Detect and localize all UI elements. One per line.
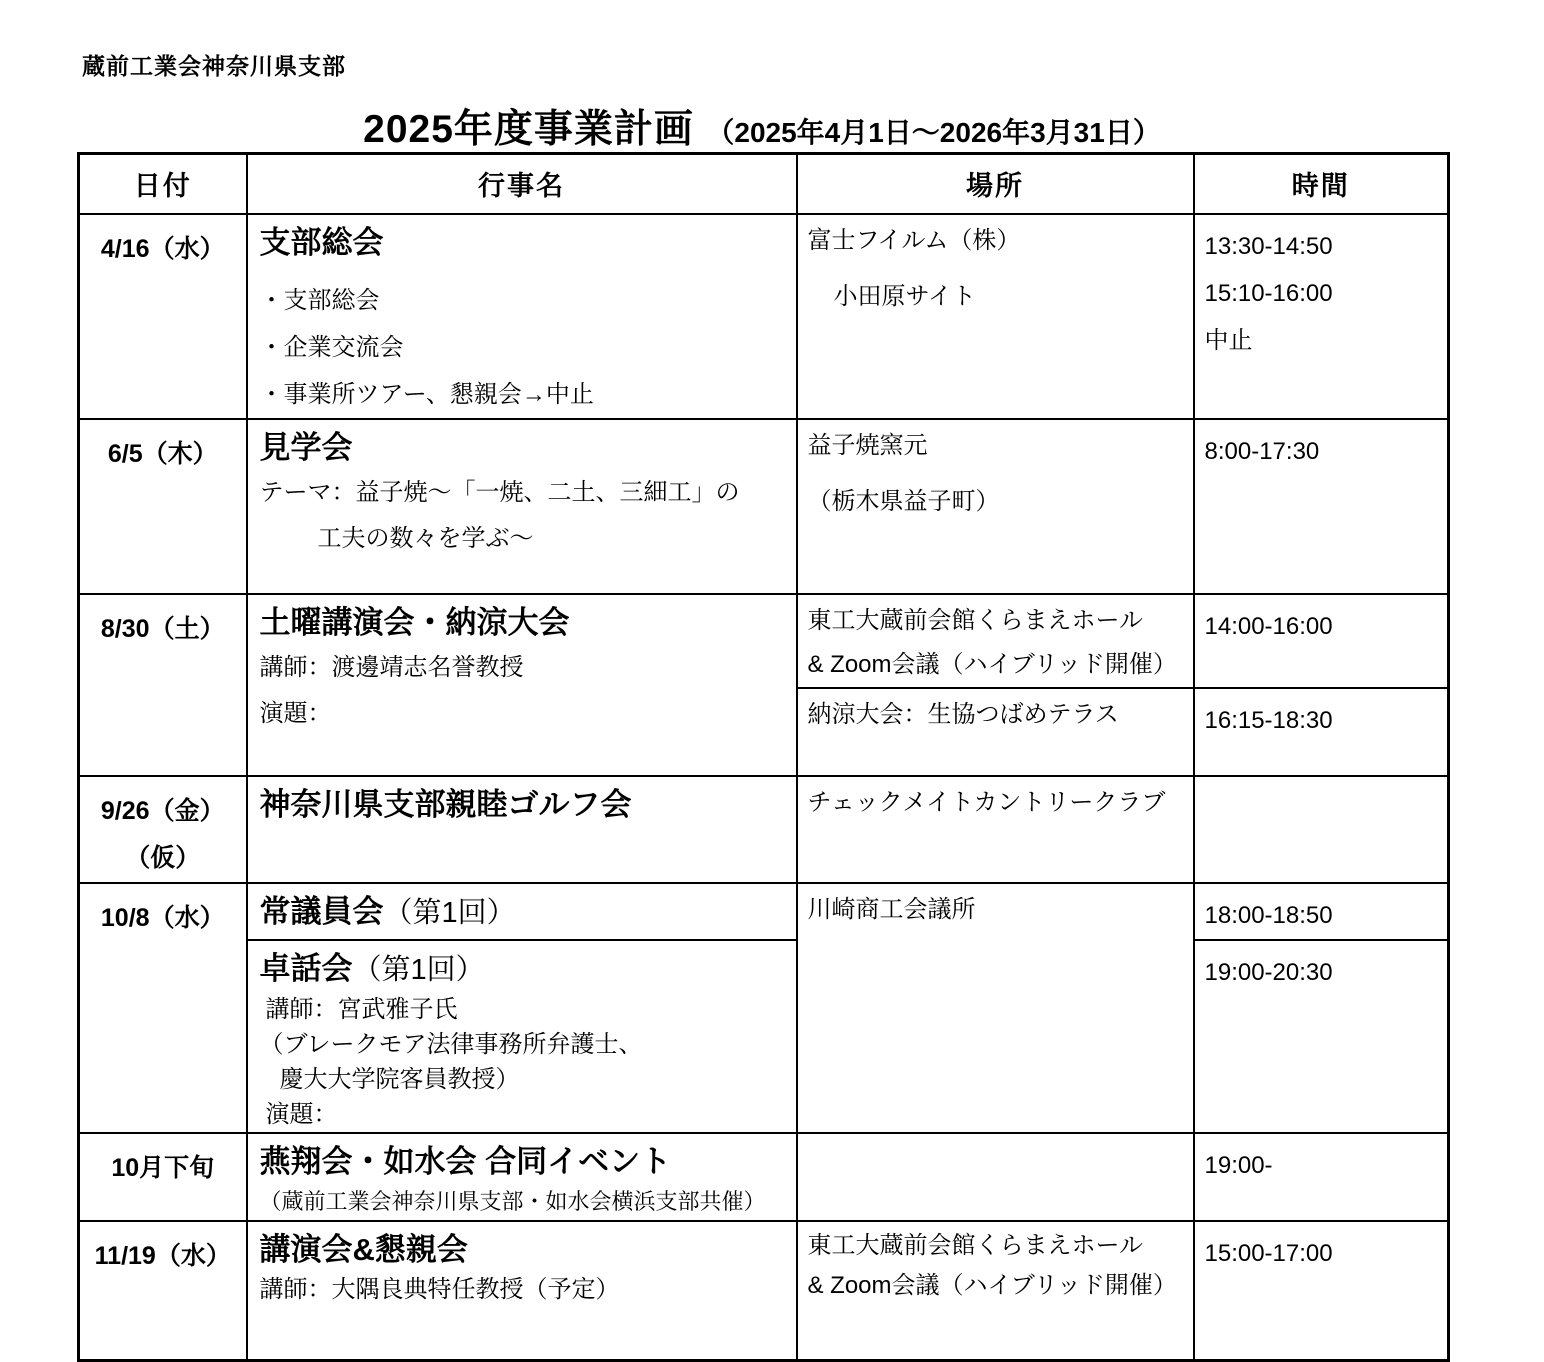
table-row-kengakukai (79, 419, 1449, 594)
place-line: 納涼大会：生協つばめテラス (807, 700, 1119, 728)
col-header-time: 時間 (1194, 154, 1449, 214)
event-line: 演題： (265, 1100, 338, 1128)
schedule-table (77, 152, 1450, 1362)
document-title (77, 98, 1447, 154)
table-row-golf (79, 776, 1449, 883)
cell-place-3a (797, 594, 1194, 688)
org-name: 蔵前工業会神奈川県支部 (82, 53, 346, 79)
cell-date-1: 4/16（水） (79, 214, 247, 419)
cell-place-6 (797, 1133, 1194, 1221)
cell-place-1 (797, 214, 1194, 419)
table-row-shibu-sokai (79, 214, 1449, 419)
cell-time-6 (1194, 1133, 1449, 1221)
event-title-5a: 常議員会 (259, 893, 384, 929)
date-line: （仮） (125, 843, 201, 872)
event-title-5b-suffix: （第1回） (352, 953, 485, 986)
place-line: 東工大蔵前会館くらまえホール (807, 1231, 1144, 1259)
table-row-doyo-koenkai (79, 594, 1449, 688)
place-line: 益子焼窯元 (807, 431, 928, 459)
time-line: 14:00-16:00 (1204, 612, 1333, 640)
cell-event-7 (247, 1221, 797, 1361)
cell-date-2: 6/5（木） (79, 419, 247, 594)
cell-event-4 (247, 776, 797, 883)
cell-time-3b (1194, 688, 1449, 776)
cell-date-7: 11/19（水） (79, 1221, 247, 1361)
time-line: 15:00-17:00 (1204, 1239, 1333, 1267)
cell-place-7 (797, 1221, 1194, 1361)
event-line: 工夫の数々を学ぶ～ (317, 524, 534, 552)
title-main: 2025年度事業計画 (363, 108, 694, 151)
event-title-4: 神奈川県支部親睦ゴルフ会 (259, 786, 632, 822)
event-line: 講師：渡邊靖志名誉教授 (259, 653, 524, 681)
event-line: 講師：宮武雅子氏 (265, 995, 458, 1023)
event-line: 演題： (259, 699, 332, 727)
cell-date-3: 8/30（土） (79, 594, 247, 776)
event-title-7: 講演会&懇親会 (259, 1231, 468, 1267)
cell-time-5a (1194, 883, 1449, 940)
time-line: 8:00-17:30 (1204, 437, 1320, 465)
cell-place-5 (797, 883, 1194, 1133)
cell-event-5a (247, 883, 797, 940)
time-line: 18:00-18:50 (1204, 901, 1333, 929)
time-line: 19:00- (1204, 1151, 1273, 1179)
event-title-5a-suffix: （第1回） (383, 896, 516, 929)
place-line: 川崎商工会議所 (807, 895, 976, 923)
time-line: 16:15-18:30 (1204, 706, 1333, 734)
cell-event-6 (247, 1133, 797, 1221)
time-line: 19:00-20:30 (1204, 958, 1333, 986)
event-line: テーマ：益子焼～「一焼、二土、三細工」の (259, 478, 740, 506)
cell-time-4 (1194, 776, 1449, 883)
cell-event-3 (247, 594, 797, 776)
time-line: 中止 (1204, 326, 1253, 354)
cell-event-5b (247, 940, 797, 1133)
cell-place-2 (797, 419, 1194, 594)
title-period: （2025年4月1日～2026年3月31日） (706, 117, 1161, 148)
date-line: 9/26（金） (100, 796, 225, 825)
place-line: （栃木県益子町） (807, 487, 1000, 515)
cell-place-4 (797, 776, 1194, 883)
table-row-takuwakai (79, 940, 1449, 1133)
cell-time-2 (1194, 419, 1449, 594)
header-row (79, 154, 1449, 214)
cell-date-5: 10/8（水） (79, 883, 247, 1133)
cell-time-5b (1194, 940, 1449, 1133)
place-line: 小田原サイト (833, 282, 976, 310)
event-title-3: 土曜講演会・納涼大会 (259, 604, 570, 640)
cell-event-1 (247, 214, 797, 419)
place-line: 東工大蔵前会館くらまえホール (807, 606, 1144, 634)
event-line: 慶大大学院客員教授） (279, 1065, 520, 1093)
cell-date-4 (79, 776, 247, 883)
cell-date-6: 10月下旬 (79, 1133, 247, 1221)
place-line: 富士フイルム（株） (807, 226, 1021, 254)
cell-time-1 (1194, 214, 1449, 419)
cell-time-3a (1194, 594, 1449, 688)
place-line: & Zoom会議（ハイブリッド開催） (807, 650, 1177, 678)
event-line: ・事業所ツアー、懇親会→中止 (259, 380, 594, 408)
col-header-event: 行事名 (247, 154, 797, 214)
col-header-place: 場所 (797, 154, 1194, 214)
event-title-1: 支部総会 (259, 224, 384, 260)
col-header-date: 日付 (79, 154, 247, 214)
event-line: （ブレークモア法律事務所弁護士、 (259, 1030, 643, 1058)
event-title-5b: 卓話会 (259, 950, 353, 986)
cell-place-3b (797, 688, 1194, 776)
event-line: ・企業交流会 (259, 333, 404, 361)
cell-time-7 (1194, 1221, 1449, 1361)
event-line: 講師：大隅良典特任教授（予定） (259, 1275, 620, 1303)
place-line: & Zoom会議（ハイブリッド開催） (807, 1271, 1177, 1299)
event-title-2: 見学会 (259, 429, 353, 465)
time-line: 13:30-14:50 (1204, 232, 1333, 260)
place-line: チェックメイトカントリークラブ (807, 788, 1166, 816)
table-row-godo-event (79, 1133, 1449, 1221)
cell-event-2 (247, 419, 797, 594)
event-line: （蔵前工業会神奈川県支部・如水会横浜支部共催） (259, 1188, 766, 1214)
time-line: 15:10-16:00 (1204, 279, 1333, 307)
table-row-jogiinkai (79, 883, 1449, 940)
event-title-6: 燕翔会・如水会 合同イベント (259, 1143, 672, 1179)
event-line: ・支部総会 (259, 286, 380, 314)
table-row-koenkai (79, 1221, 1449, 1361)
